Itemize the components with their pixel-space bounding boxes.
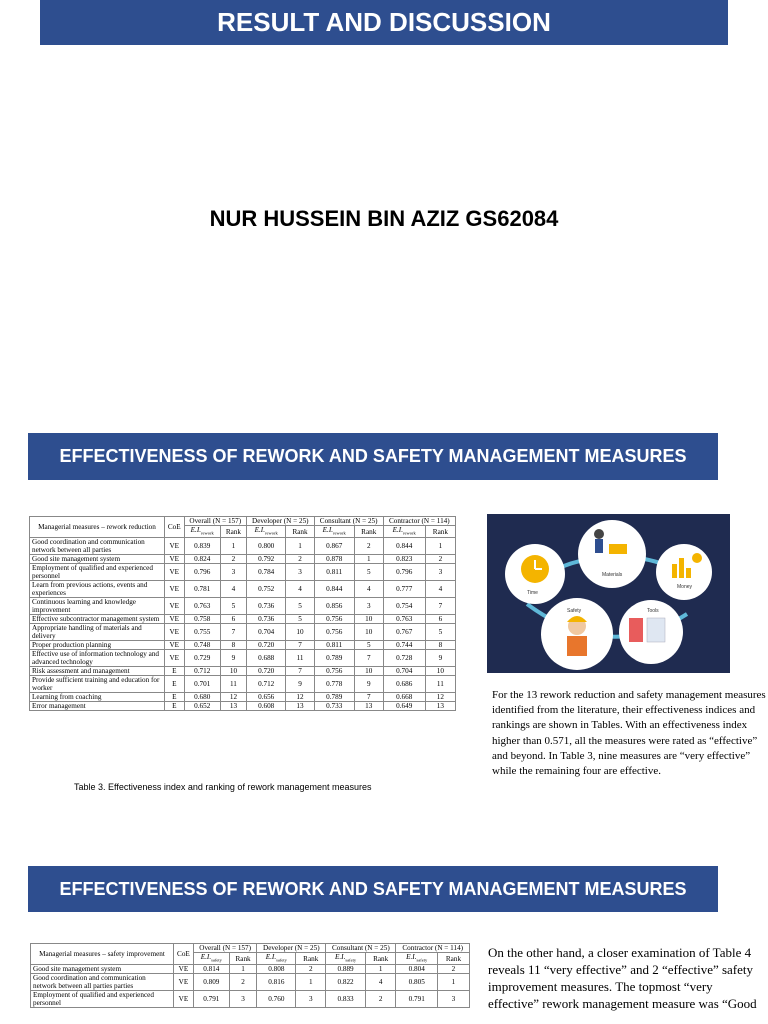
wheelbarrow-icon: [609, 544, 627, 554]
header-ei: [396, 953, 437, 965]
measure-cell: Effective use of information technology and advanced technology: [30, 650, 165, 667]
header-measure: Managerial measures – safety improvement: [31, 944, 174, 965]
measure-cell: Risk assessment and management: [30, 667, 165, 676]
label-money: Money: [677, 584, 693, 590]
ei-cell: 0.748: [184, 641, 220, 650]
rank-cell: 4: [286, 581, 314, 598]
ei-cell: 0.736: [246, 598, 285, 615]
ei-cell: 0.789: [314, 693, 354, 702]
ei-cell: 0.823: [383, 555, 425, 564]
management-illustration: [487, 514, 730, 673]
ei-cell: 0.649: [383, 702, 425, 711]
measure-cell: Proper production planning: [30, 641, 165, 650]
rank-cell: 1: [286, 538, 314, 555]
rank-cell: 1: [354, 555, 383, 564]
section2-banner: [28, 866, 718, 912]
rank-cell: 13: [220, 702, 246, 711]
rank-cell: 7: [354, 650, 383, 667]
section2-title: EFFECTIVENESS OF REWORK AND SAFETY MANAGEMENT MEASURES: [59, 878, 687, 899]
table-body: [31, 965, 470, 1008]
ei-cell: 0.889: [326, 965, 366, 974]
rank-cell: 1: [365, 965, 396, 974]
illustration-graphic: [487, 514, 730, 673]
ei-cell: 0.878: [314, 555, 354, 564]
ei-cell: 0.652: [184, 702, 220, 711]
ei-cell: 0.791: [396, 991, 437, 1008]
table-row: [30, 538, 456, 555]
rank-cell: 3: [296, 991, 326, 1008]
rank-cell: 1: [296, 974, 326, 991]
rank-cell: 2: [229, 974, 257, 991]
measure-cell: Employment of qualified and experienced personnel: [30, 564, 165, 581]
rank-cell: 3: [286, 564, 314, 581]
ei-cell: 0.756: [314, 624, 354, 641]
rank-cell: 9: [425, 650, 455, 667]
rank-cell: 10: [354, 667, 383, 676]
page-title: RESULT AND DISCUSSION: [217, 7, 551, 37]
header-ei: [314, 526, 354, 538]
header-overall: Overall (N = 157): [193, 944, 257, 953]
coe-cell: VE: [174, 965, 194, 974]
ei-cell: 0.839: [184, 538, 220, 555]
rank-cell: 9: [220, 650, 246, 667]
header-coe: CoE: [174, 944, 194, 965]
ei-cell: 0.805: [396, 974, 437, 991]
ei-cell: 0.833: [326, 991, 366, 1008]
ei-cell: 0.804: [396, 965, 437, 974]
coe-cell: VE: [165, 581, 185, 598]
rank-cell: 13: [286, 702, 314, 711]
ei-cell: 0.816: [257, 974, 296, 991]
ei-cell: 0.712: [184, 667, 220, 676]
ei-subscript: safety: [345, 957, 357, 963]
author-name: NUR HUSSEIN BIN AZIZ GS62084: [209, 206, 559, 231]
measure-cell: Good coordination and communication network between all parties parties: [31, 974, 174, 991]
rank-cell: 3: [229, 991, 257, 1008]
rank-cell: 8: [220, 641, 246, 650]
ei-cell: 0.686: [383, 676, 425, 693]
ei-cell: 0.704: [383, 667, 425, 676]
rank-cell: 5: [354, 564, 383, 581]
header-rank: Rank: [425, 526, 455, 538]
ei-cell: 0.720: [246, 641, 285, 650]
header-ei: [383, 526, 425, 538]
header-rank: Rank: [286, 526, 314, 538]
measure-cell: Appropriate handling of materials and delivery: [30, 624, 165, 641]
rank-cell: 2: [286, 555, 314, 564]
rank-cell: 7: [286, 641, 314, 650]
rank-cell: 1: [229, 965, 257, 974]
rank-cell: 5: [220, 598, 246, 615]
rank-cell: 5: [425, 624, 455, 641]
ei-cell: 0.756: [314, 615, 354, 624]
ei-label: E.I.: [406, 953, 417, 961]
table-caption: Table 3. Effectiveness index and ranking of rework management measures: [74, 782, 372, 792]
ei-cell: 0.756: [314, 667, 354, 676]
coe-cell: VE: [165, 650, 185, 667]
header-contractor: Contractor (N = 114): [396, 944, 470, 953]
ei-cell: 0.767: [383, 624, 425, 641]
rank-cell: 2: [365, 991, 396, 1008]
ei-cell: 0.781: [184, 581, 220, 598]
rank-cell: 2: [220, 555, 246, 564]
ei-cell: 0.792: [246, 555, 285, 564]
rank-cell: 12: [425, 693, 455, 702]
ei-subscript: safety: [276, 957, 287, 963]
header-rank: Rank: [296, 953, 326, 965]
rank-cell: 1: [437, 974, 469, 991]
header-consultant: Consultant (N = 25): [326, 944, 396, 953]
rank-cell: 10: [220, 667, 246, 676]
ei-cell: 0.777: [383, 581, 425, 598]
ei-subscript: rework: [201, 530, 214, 536]
coin-icon: [692, 553, 702, 563]
label-safety: Safety: [567, 608, 582, 614]
measure-cell: Learn from previous actions, events and experiences: [30, 581, 165, 598]
ei-cell: 0.688: [246, 650, 285, 667]
rank-cell: 12: [220, 693, 246, 702]
measure-cell: Continuous learning and knowledge improvement: [30, 598, 165, 615]
bar-chart-icon: [672, 564, 677, 578]
table-row: [30, 615, 456, 624]
ei-cell: 0.758: [184, 615, 220, 624]
ei-cell: 0.744: [383, 641, 425, 650]
table-body: [30, 538, 456, 711]
ei-cell: 0.728: [383, 650, 425, 667]
table-row: [30, 667, 456, 676]
header-ei: [326, 953, 366, 965]
header-ei: [246, 526, 285, 538]
table-row: [30, 641, 456, 650]
label-tools: Tools: [647, 608, 659, 614]
ei-subscript: rework: [333, 530, 346, 536]
header-ei: [193, 953, 229, 965]
ei-label: E.I.: [254, 526, 265, 534]
ei-subscript: safety: [211, 957, 222, 963]
coe-cell: E: [165, 667, 185, 676]
header-ei: [257, 953, 296, 965]
ei-cell: 0.824: [184, 555, 220, 564]
ei-cell: 0.729: [184, 650, 220, 667]
ei-cell: 0.778: [314, 676, 354, 693]
header-developer: Developer (N = 25): [257, 944, 326, 953]
tools-icon: [629, 618, 643, 642]
label-materials: Materials: [602, 572, 623, 578]
header-rank: Rank: [229, 953, 257, 965]
ei-cell: 0.796: [184, 564, 220, 581]
table-row: [31, 974, 470, 991]
header-measure: Managerial measures – rework reduction: [30, 517, 165, 538]
rank-cell: 6: [220, 615, 246, 624]
ei-cell: 0.809: [193, 974, 229, 991]
ei-cell: 0.608: [246, 702, 285, 711]
coe-cell: VE: [165, 641, 185, 650]
ei-cell: 0.752: [246, 581, 285, 598]
rank-cell: 3: [354, 598, 383, 615]
measure-cell: Good site management system: [30, 555, 165, 564]
table-row: [30, 555, 456, 564]
coe-cell: E: [165, 702, 185, 711]
rank-cell: 7: [425, 598, 455, 615]
ei-cell: 0.712: [246, 676, 285, 693]
rank-cell: 4: [220, 581, 246, 598]
ei-cell: 0.680: [184, 693, 220, 702]
ei-label: E.I.: [392, 526, 404, 534]
ei-cell: 0.763: [184, 598, 220, 615]
ei-subscript: rework: [265, 530, 278, 536]
coe-cell: VE: [165, 564, 185, 581]
ei-cell: 0.796: [383, 564, 425, 581]
rank-cell: 5: [354, 641, 383, 650]
table-row: [30, 702, 456, 711]
rank-cell: 11: [425, 676, 455, 693]
ei-cell: 0.791: [193, 991, 229, 1008]
ei-cell: 0.701: [184, 676, 220, 693]
ei-cell: 0.814: [193, 965, 229, 974]
coe-cell: VE: [174, 974, 194, 991]
rank-cell: 1: [425, 538, 455, 555]
rank-cell: 5: [286, 615, 314, 624]
rank-cell: 10: [354, 624, 383, 641]
rank-cell: 6: [425, 615, 455, 624]
section1-banner: [28, 433, 718, 480]
table-row: [30, 650, 456, 667]
ei-cell: 0.704: [246, 624, 285, 641]
ei-cell: 0.822: [326, 974, 366, 991]
ei-cell: 0.656: [246, 693, 285, 702]
rank-cell: 7: [354, 693, 383, 702]
rank-cell: 9: [354, 676, 383, 693]
section2-paragraph: On the other hand, a closer examination of Table 4 reveals 11 “very effective” and 2 “effective” safety improvement measures. The topmost “very effective” rework management measure was “Good: [488, 945, 757, 1011]
header-ei: [184, 526, 220, 538]
table-row: [30, 581, 456, 598]
rank-cell: 3: [425, 564, 455, 581]
header-coe: CoE: [165, 517, 185, 538]
rank-cell: 4: [365, 974, 396, 991]
ei-cell: 0.808: [257, 965, 296, 974]
measure-cell: Effective subcontractor management system: [30, 615, 165, 624]
coe-cell: VE: [165, 615, 185, 624]
ei-cell: 0.800: [246, 538, 285, 555]
section1-title: EFFECTIVENESS OF REWORK AND SAFETY MANAGEMENT MEASURES: [59, 446, 687, 466]
rank-cell: 2: [296, 965, 326, 974]
ei-cell: 0.736: [246, 615, 285, 624]
ei-cell: 0.789: [314, 650, 354, 667]
header-overall: Overall (N = 157): [184, 517, 246, 526]
ei-label: E.I.: [334, 953, 346, 961]
measure-cell: Employment of qualified and experienced personnel: [31, 991, 174, 1008]
table-row: [30, 598, 456, 615]
ei-cell: 0.856: [314, 598, 354, 615]
table-row: [31, 991, 470, 1008]
rank-cell: 3: [220, 564, 246, 581]
rank-cell: 8: [425, 641, 455, 650]
ei-label: E.I.: [265, 953, 277, 961]
measure-cell: Error management: [30, 702, 165, 711]
measure-cell: Provide sufficient training and education for worker: [30, 676, 165, 693]
rank-cell: 2: [425, 555, 455, 564]
rank-cell: 1: [220, 538, 246, 555]
rank-cell: 11: [220, 676, 246, 693]
rank-cell: 9: [286, 676, 314, 693]
ei-label: E.I.: [200, 953, 212, 961]
table-row: [31, 965, 470, 974]
header-rank: Rank: [365, 953, 396, 965]
rank-cell: 2: [354, 538, 383, 555]
rank-cell: 2: [437, 965, 469, 974]
header-rank: Rank: [437, 953, 469, 965]
rank-cell: 13: [354, 702, 383, 711]
coe-cell: VE: [165, 624, 185, 641]
ei-cell: 0.733: [314, 702, 354, 711]
ei-cell: 0.811: [314, 641, 354, 650]
ei-cell: 0.763: [383, 615, 425, 624]
ei-cell: 0.844: [383, 538, 425, 555]
table-safety: [30, 943, 470, 1008]
header-rank: Rank: [220, 526, 246, 538]
ei-cell: 0.668: [383, 693, 425, 702]
rank-cell: 12: [286, 693, 314, 702]
header-developer: Developer (N = 25): [246, 517, 314, 526]
ei-cell: 0.760: [257, 991, 296, 1008]
rank-cell: 11: [286, 650, 314, 667]
ei-cell: 0.720: [246, 667, 285, 676]
rank-cell: 5: [286, 598, 314, 615]
table-rework: [29, 516, 456, 711]
coe-cell: E: [165, 676, 185, 693]
measure-cell: Learning from coaching: [30, 693, 165, 702]
ei-subscript: safety: [416, 957, 428, 963]
header-rank: Rank: [354, 526, 383, 538]
coe-cell: VE: [165, 538, 185, 555]
label-time: Time: [527, 590, 538, 596]
coe-cell: VE: [174, 991, 194, 1008]
rank-cell: 4: [354, 581, 383, 598]
rank-cell: 10: [286, 624, 314, 641]
coe-cell: E: [165, 693, 185, 702]
ei-cell: 0.867: [314, 538, 354, 555]
table-row: [30, 676, 456, 693]
ei-cell: 0.784: [246, 564, 285, 581]
rank-cell: 7: [286, 667, 314, 676]
table-row: [30, 624, 456, 641]
rank-cell: 3: [437, 991, 469, 1008]
rank-cell: 10: [425, 667, 455, 676]
measure-cell: Good coordination and communication network between all parties: [30, 538, 165, 555]
rank-cell: 4: [425, 581, 455, 598]
ei-cell: 0.811: [314, 564, 354, 581]
coe-cell: VE: [165, 598, 185, 615]
table-row: [30, 693, 456, 702]
ei-cell: 0.755: [184, 624, 220, 641]
coe-cell: VE: [165, 555, 185, 564]
rank-cell: 10: [354, 615, 383, 624]
header-banner: [40, 0, 728, 45]
header-consultant: Consultant (N = 25): [314, 517, 383, 526]
table-row: [30, 564, 456, 581]
ei-subscript: rework: [403, 530, 416, 536]
rank-cell: 13: [425, 702, 455, 711]
ei-label: E.I.: [190, 526, 202, 534]
ei-cell: 0.844: [314, 581, 354, 598]
ei-cell: 0.754: [383, 598, 425, 615]
rank-cell: 7: [220, 624, 246, 641]
header-contractor: Contractor (N = 114): [383, 517, 455, 526]
ei-label: E.I.: [322, 526, 334, 534]
section1-paragraph: For the 13 rework reduction and safety management measures identified from the literature, their effectiveness indices and rankings are shown in Tables. With an effectiveness index higher than 0.571, all the measures were rated as “effective” and beyond. In Table 3, nine measures are “very effective” while the remaining four are effective.: [492, 689, 766, 778]
measure-cell: Good site management system: [31, 965, 174, 974]
